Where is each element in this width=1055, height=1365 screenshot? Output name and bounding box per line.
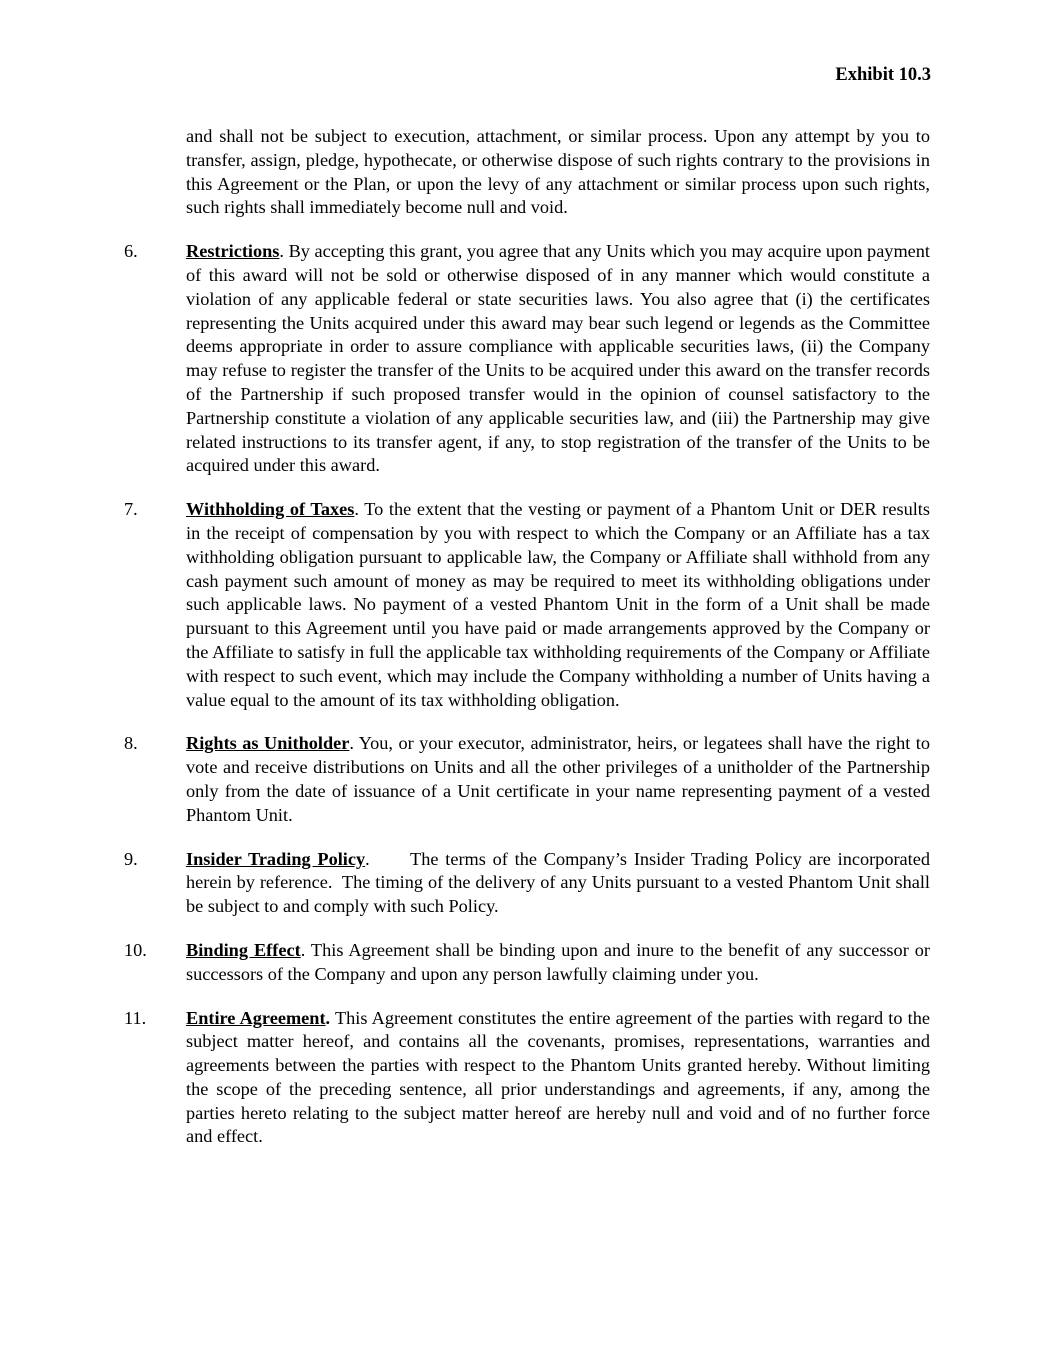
section-number: 8. bbox=[124, 733, 138, 754]
section-heading-suffix: . bbox=[325, 1007, 331, 1028]
section-heading: Entire Agreement bbox=[186, 1007, 326, 1028]
section-text bbox=[186, 732, 930, 827]
section-heading-suffix: . bbox=[279, 241, 284, 262]
section-body: The terms of the Company’s Insider Trading Policy are incorporated herein by reference. The timing of the delivery of any Units pursuant to a vested Phantom Unit shall be subject to and comply with such Policy. bbox=[186, 848, 935, 917]
section-number: 7. bbox=[124, 499, 138, 520]
section-7 bbox=[124, 498, 930, 712]
section-text bbox=[186, 240, 930, 478]
intro-paragraph: and shall not be subject to execution, attachment, or similar process. Upon any attempt by you to transfer, assign, pledge, hypothecate, or otherwise dispose of such rights contrary to the provisions in this Agreement or the Plan, or upon the levy of any attachment or similar process upon such rights, such rights shall immediately become null and void. bbox=[186, 126, 930, 218]
section-number: 9. bbox=[124, 848, 138, 869]
section-body: By accepting this grant, you agree that any Units which you may acquire upon payment of this award will not be sold or otherwise disposed of in any manner which would constitute a violation of any applicable federal or state securities laws. You also agree that (i) the certificates representing the Units acquired under this award may bear such legend or legends as the Committee deems appropriate in order to assure compliance with applicable securities laws, (ii) the Company may refuse to register the transfer of the Units to be acquired under this award on the transfer records of the Partnership if such proposed transfer would in the opinion of counsel satisfactory to the Partnership constitute a violation of any applicable securities law, and (iii) the Partnership may give related instructions to its transfer agent, if any, to stop registration of the transfer of the Units to be acquired under this award. bbox=[186, 241, 930, 476]
section-heading-suffix: . bbox=[349, 733, 354, 754]
section-heading: Restrictions bbox=[186, 241, 280, 262]
section-text bbox=[186, 498, 930, 712]
document-body bbox=[124, 125, 935, 1169]
section-body: To the extent that the vesting or payment of a Phantom Unit or DER results in the receipt of compensation by you with respect to which the Company or an Affiliate has a tax withholding obligation pursuant to applicable law, the Company or Affiliate shall withhold from any cash payment such amount of money as may be required to meet its withholding obligations under such applicable laws. No payment of a vested Phantom Unit in the form of a Unit shall be made pursuant to this Agreement until you have paid or made arrangements approved by the Company or the Affiliate to satisfy in full the applicable tax withholding requirements of the Company or Affiliate with respect to such event, which may include the Company withholding a number of Units having a value equal to the amount of its tax withholding obligation. bbox=[186, 499, 930, 710]
section-text bbox=[186, 1007, 930, 1150]
section-number: 11. bbox=[124, 1007, 147, 1028]
section-body: This Agreement constitutes the entire agreement of the parties with regard to the subject matter hereof, and contains all the covenants, promises, representations, warranties and agreements between the parties with respect to the Phantom Units granted hereby. Without limiting the scope of the preceding sentence, all prior understandings and agreements, if any, among the parties hereto relating to the subject matter hereof are hereby null and void and of no further force and effect. bbox=[186, 1007, 930, 1147]
section-10 bbox=[124, 939, 930, 987]
section-text bbox=[186, 939, 930, 987]
section-body: This Agreement shall be binding upon and inure to the benefit of any successor or successors of the Company and upon any person lawfully claiming under you. bbox=[186, 939, 931, 984]
section-heading: Insider Trading Policy bbox=[186, 848, 366, 869]
section-heading: Binding Effect bbox=[186, 939, 301, 960]
section-heading-suffix: . bbox=[300, 939, 306, 960]
exhibit-label: Exhibit 10.3 bbox=[835, 65, 931, 85]
section-number: 6. bbox=[124, 241, 138, 262]
section-body: You, or your executor, administrator, heirs, or legatees shall have the right to vote and receive distributions on Units and all the other privileges of a unitholder of the Partnership only from the date of issuance of a Unit certificate in your name representing payment of a vested Phantom Unit. bbox=[186, 733, 930, 825]
section-6 bbox=[124, 240, 930, 478]
section-number: 10. bbox=[124, 939, 147, 960]
section-heading-suffix: . bbox=[365, 848, 370, 869]
section-text bbox=[186, 848, 935, 919]
section-11 bbox=[124, 1007, 930, 1150]
section-9 bbox=[124, 848, 935, 919]
section-heading: Rights as Unitholder bbox=[186, 733, 350, 754]
section-heading-suffix: . bbox=[354, 499, 359, 520]
section-heading: Withholding of Taxes bbox=[186, 499, 355, 520]
section-8 bbox=[124, 732, 930, 827]
